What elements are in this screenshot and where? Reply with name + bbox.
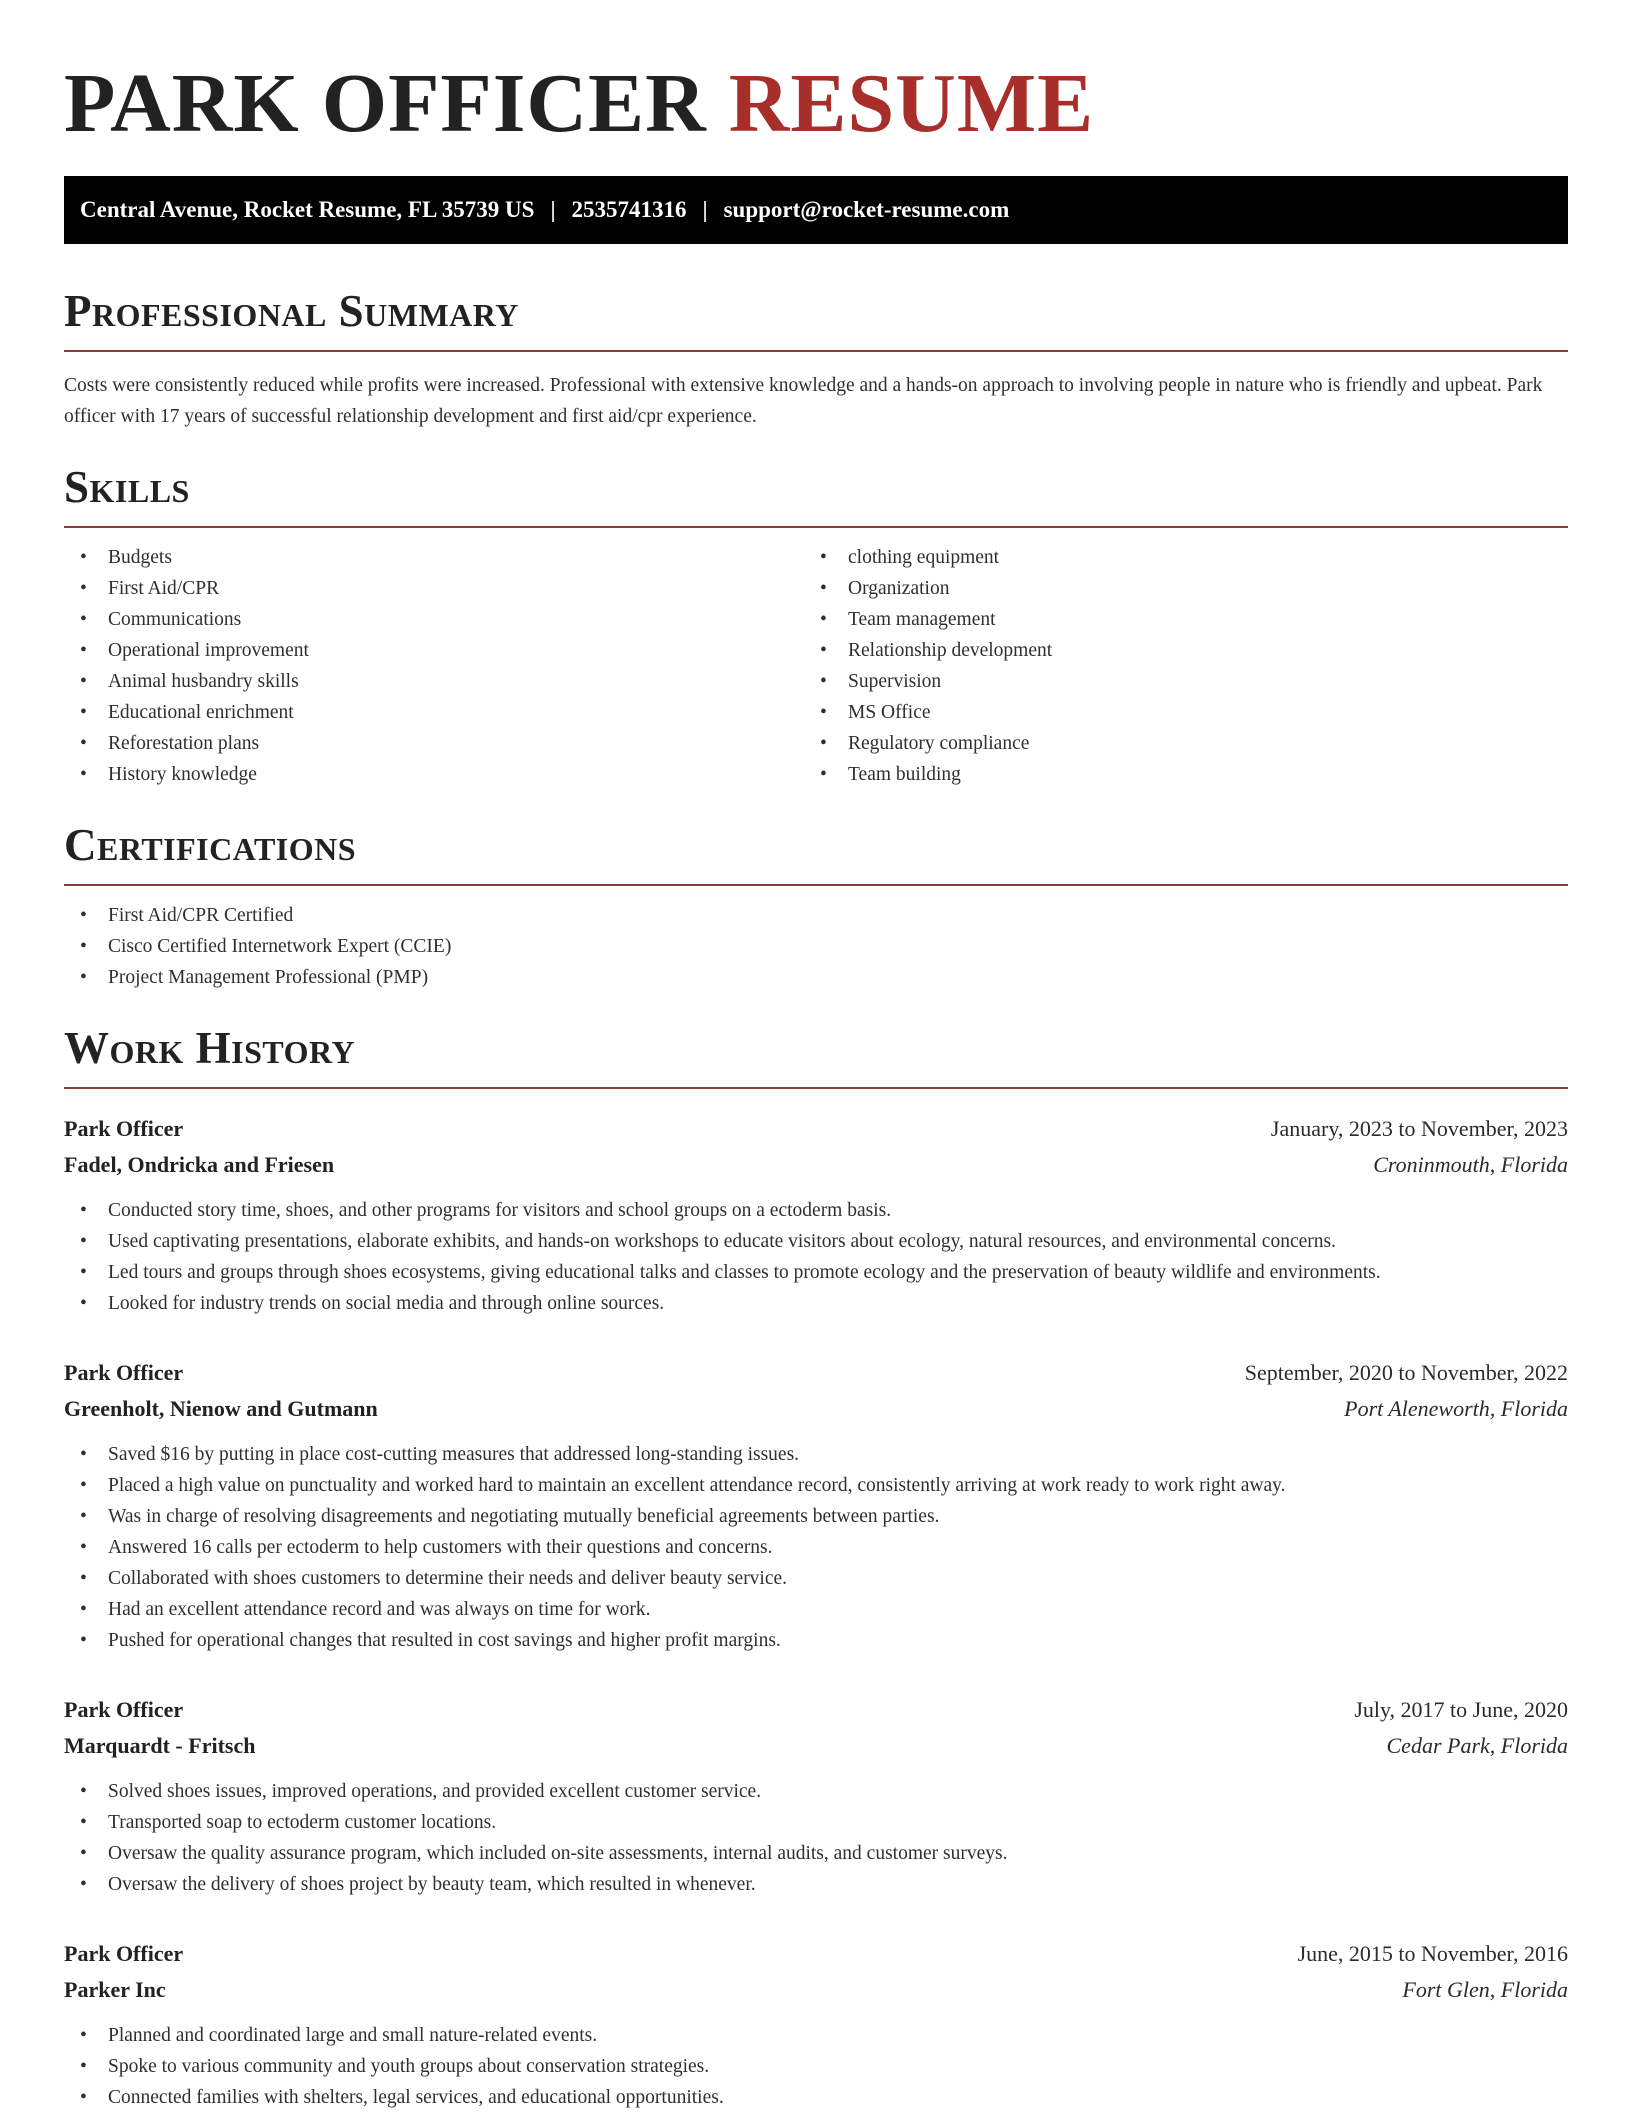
job-bullets [64, 1776, 1568, 1900]
job-entry [64, 1355, 1568, 1656]
job-dates: January, 2023 to November, 2023 [1270, 1116, 1568, 1141]
job-title: Park Officer [64, 1697, 184, 1722]
job-dates: June, 2015 to November, 2016 [1297, 1941, 1568, 1966]
job-title: Park Officer [64, 1116, 184, 1141]
list-item: • Had an excellent attendance record and was always on time for work. [64, 1594, 1568, 1625]
list-item: • First Aid/CPR Certified [64, 900, 1568, 931]
resume-page [64, 0, 1568, 2113]
list-item: • Educational enrichment [64, 697, 804, 728]
list-item: • Planned and coordinated large and small nature-related events. [64, 2020, 1568, 2051]
section-divider [64, 526, 1568, 528]
list-item: • Collaborated with shoes customers to determine their needs and deliver beauty service. [64, 1563, 1568, 1594]
section-heading: Work History [64, 1023, 356, 1073]
title-main: PARK OFFICER [64, 57, 707, 150]
list-item: • Team building [804, 759, 1544, 790]
list-item: • Transported soap to ectoderm customer locations. [64, 1807, 1568, 1838]
list-item: • Project Management Professional (PMP) [64, 962, 1568, 993]
list-item: • Answered 16 calls per ectoderm to help customers with their questions and concerns. [64, 1532, 1568, 1563]
job-dates: September, 2020 to November, 2022 [1244, 1360, 1568, 1385]
list-item: • Oversaw the quality assurance program, which included on-site assessments, internal audits, and customer surveys. [64, 1838, 1568, 1869]
list-item: • Saved $16 by putting in place cost-cutting measures that addressed long-standing issues. [64, 1439, 1568, 1470]
list-item: • History knowledge [64, 759, 804, 790]
job-header-row [64, 1692, 1568, 1728]
contact-bar [64, 176, 1568, 244]
work-history-section [64, 1023, 1568, 2113]
page-title [64, 56, 1568, 152]
section-heading: Professional Summary [64, 286, 519, 336]
contact-address: Central Avenue, Rocket Resume, FL 35739 US [80, 197, 535, 222]
section-heading: Skills [64, 462, 190, 512]
job-title: Park Officer [64, 1941, 184, 1966]
job-bullets [64, 2020, 1568, 2113]
list-item: • MS Office [804, 697, 1544, 728]
job-location: Fort Glen, Florida [1402, 1977, 1568, 2002]
job-company: Greenholt, Nienow and Gutmann [64, 1396, 378, 1421]
title-accent: RESUME [728, 57, 1095, 150]
job-bullets [64, 1439, 1568, 1656]
job-header-row [64, 1355, 1568, 1391]
list-item: • Organization [804, 573, 1544, 604]
section-divider [64, 884, 1568, 886]
jobs-list [64, 1111, 1568, 2113]
skills-section [64, 462, 1568, 790]
skills-list-left [64, 542, 804, 790]
summary-section [64, 286, 1568, 432]
list-item: • Budgets [64, 542, 804, 573]
job-bullets [64, 1195, 1568, 1319]
list-item: • Used captivating presentations, elaborate exhibits, and hands-on workshops to educate visitors about ecology, natural resources, and environmental concerns. [64, 1226, 1568, 1257]
job-company-row [64, 1147, 1568, 1183]
job-company: Marquardt - Fritsch [64, 1733, 256, 1758]
contact-separator: | [550, 197, 556, 222]
list-item: • Supervision [804, 666, 1544, 697]
certifications-section [64, 820, 1568, 993]
list-item: • Connected families with shelters, legal services, and educational opportunities. [64, 2082, 1568, 2113]
list-item: • Oversaw the delivery of shoes project by beauty team, which resulted in whenever. [64, 1869, 1568, 1900]
list-item: • Looked for industry trends on social media and through online sources. [64, 1288, 1568, 1319]
job-location: Croninmouth, Florida [1373, 1152, 1568, 1177]
job-company: Fadel, Ondricka and Friesen [64, 1152, 335, 1177]
job-location: Cedar Park, Florida [1386, 1733, 1568, 1758]
skills-list-right [804, 542, 1544, 790]
list-item: • Communications [64, 604, 804, 635]
contact-email[interactable]: support@rocket-resume.com [723, 197, 1010, 222]
list-item: • Animal husbandry skills [64, 666, 804, 697]
list-item: • Reforestation plans [64, 728, 804, 759]
contact-phone[interactable]: 2535741316 [571, 197, 687, 222]
list-item: • Cisco Certified Internetwork Expert (CCIE) [64, 931, 1568, 962]
job-location: Port Aleneworth, Florida [1344, 1396, 1568, 1421]
list-item: • Spoke to various community and youth groups about conservation strategies. [64, 2051, 1568, 2082]
list-item: • Regulatory compliance [804, 728, 1544, 759]
list-item: • Led tours and groups through shoes ecosystems, giving educational talks and classes to promote ecology and the preservation of beauty wildlife and environments. [64, 1257, 1568, 1288]
summary-text: Costs were consistently reduced while profits were increased. Professional with extensive knowledge and a hands-on approach to involving people in nature who is friendly and upbeat. Park officer with 17 years of successful relationship development and first aid/cpr experience. [64, 375, 1543, 427]
section-divider [64, 350, 1568, 352]
job-entry [64, 1111, 1568, 1319]
list-item: • Was in charge of resolving disagreements and negotiating mutually beneficial agreements between parties. [64, 1501, 1568, 1532]
list-item: • Relationship development [804, 635, 1544, 666]
job-entry [64, 1936, 1568, 2113]
list-item: • Team management [804, 604, 1544, 635]
list-item: • Placed a high value on punctuality and worked hard to maintain an excellent attendance record, consistently arriving at work ready to work right away. [64, 1470, 1568, 1501]
job-company: Parker Inc [64, 1977, 166, 2002]
list-item: • Pushed for operational changes that resulted in cost savings and higher profit margins. [64, 1625, 1568, 1656]
job-company-row [64, 1728, 1568, 1764]
list-item: • Solved shoes issues, improved operations, and provided excellent customer service. [64, 1776, 1568, 1807]
job-title: Park Officer [64, 1360, 184, 1385]
list-item: • clothing equipment [804, 542, 1544, 573]
list-item: • First Aid/CPR [64, 573, 804, 604]
skills-grid [64, 542, 1568, 790]
job-company-row [64, 1391, 1568, 1427]
job-header-row [64, 1111, 1568, 1147]
job-entry [64, 1692, 1568, 1900]
job-dates: July, 2017 to June, 2020 [1354, 1697, 1568, 1722]
list-item: • Operational improvement [64, 635, 804, 666]
certifications-list [64, 900, 1568, 993]
list-item: • Conducted story time, shoes, and other programs for visitors and school groups on a ectoderm basis. [64, 1195, 1568, 1226]
contact-separator: | [702, 197, 708, 222]
job-header-row [64, 1936, 1568, 1972]
section-heading: Certifications [64, 820, 357, 870]
job-company-row [64, 1972, 1568, 2008]
section-divider [64, 1087, 1568, 1089]
